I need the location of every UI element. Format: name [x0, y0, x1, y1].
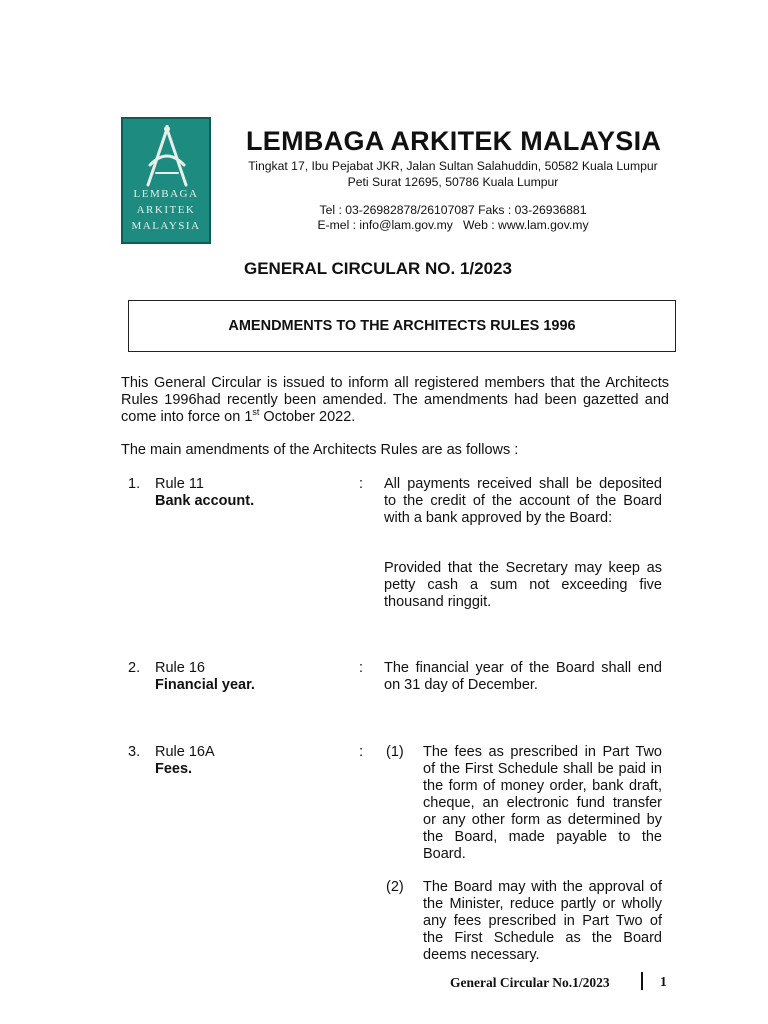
item-3-sub-2-label: (2): [386, 879, 404, 895]
organization-name: LEMBAGA ARKITEK MALAYSIA: [246, 126, 662, 156]
item-3-rule-number: Rule 16A: [155, 744, 215, 760]
item-2-colon: :: [359, 660, 364, 676]
item-1-rule-title: Bank account.: [155, 493, 255, 509]
item-1-number: 1.: [128, 476, 141, 492]
item-2-rule: [155, 660, 255, 694]
item-3-rule-title: Fees.: [155, 761, 193, 777]
circular-title: GENERAL CIRCULAR NO. 1/2023: [244, 259, 512, 278]
main-lead: The main amendments of the Architects Rules are as follows :: [121, 442, 519, 458]
intro-paragraph: [121, 375, 669, 426]
item-2-number: 2.: [128, 660, 141, 676]
page-number: 1: [660, 974, 667, 989]
item-3-sub-1-text: The fees as prescribed in Part Two of the First Schedule shall be paid in the form of money order, bank draft, cheque, an electronic fund transfer or any other form as determined by the Board, made payable to the Board.: [423, 744, 662, 862]
item-3-colon: :: [359, 744, 364, 760]
logo-text-line-2: ARKITEK: [136, 204, 196, 216]
intro-text-main: This General Circular is issued to inform all registered members that the Architects Rules 1996had recently been amended. The amendments had been gazetted and come into force on 1: [121, 375, 669, 425]
contact-line-1: Tel : 03-26982878/26107087 Faks : 03-26936881: [319, 203, 587, 217]
item-2-rule-number: Rule 16: [155, 660, 205, 676]
item-3-sub-1-label: (1): [386, 744, 404, 760]
item-1-rule-number: Rule 11: [155, 476, 204, 492]
logo-text-line-3: MALAYSIA: [131, 220, 201, 232]
footer-label: General Circular No.1/2023: [450, 975, 610, 990]
item-3-rule: [155, 744, 215, 778]
subject-text: AMENDMENTS TO THE ARCHITECTS RULES 1996: [228, 318, 576, 334]
logo-text-line-1: LEMBAGA: [133, 188, 199, 200]
item-1-paragraph-1: All payments received shall be deposited to the credit of the account of the Board with a bank approved by the Board:: [384, 476, 662, 526]
item-1-rule: [155, 476, 254, 510]
item-2-paragraph-1: The financial year of the Board shall end on 31 day of December.: [384, 660, 662, 693]
contact-line-2: E-mel : info@lam.gov.my Web : www.lam.gov.my: [317, 218, 589, 232]
item-3-sub-2-text: The Board may with the approval of the Minister, reduce partly or wholly any fees prescribed in Part Two of the First Schedule as the Board deems necessary.: [423, 879, 662, 963]
intro-superscript: st: [252, 407, 260, 418]
subject-box: [128, 300, 676, 352]
item-3-number: 3.: [128, 744, 141, 760]
item-1-paragraph-2: Provided that the Secretary may keep as petty cash a sum not exceeding five thousand ringgit.: [384, 560, 662, 610]
item-1-colon: :: [359, 476, 364, 492]
address-line-1: Tingkat 17, Ibu Pejabat JKR, Jalan Sultan Salahuddin, 50582 Kuala Lumpur: [248, 159, 658, 173]
lam-logo: [121, 117, 211, 244]
address-line-2: Peti Surat 12695, 50786 Kuala Lumpur: [347, 175, 559, 189]
intro-text-end: October 2022.: [259, 409, 356, 425]
arch-emblem-icon: [136, 125, 198, 191]
item-2-rule-title: Financial year.: [155, 677, 255, 693]
footer-divider: [641, 972, 643, 990]
